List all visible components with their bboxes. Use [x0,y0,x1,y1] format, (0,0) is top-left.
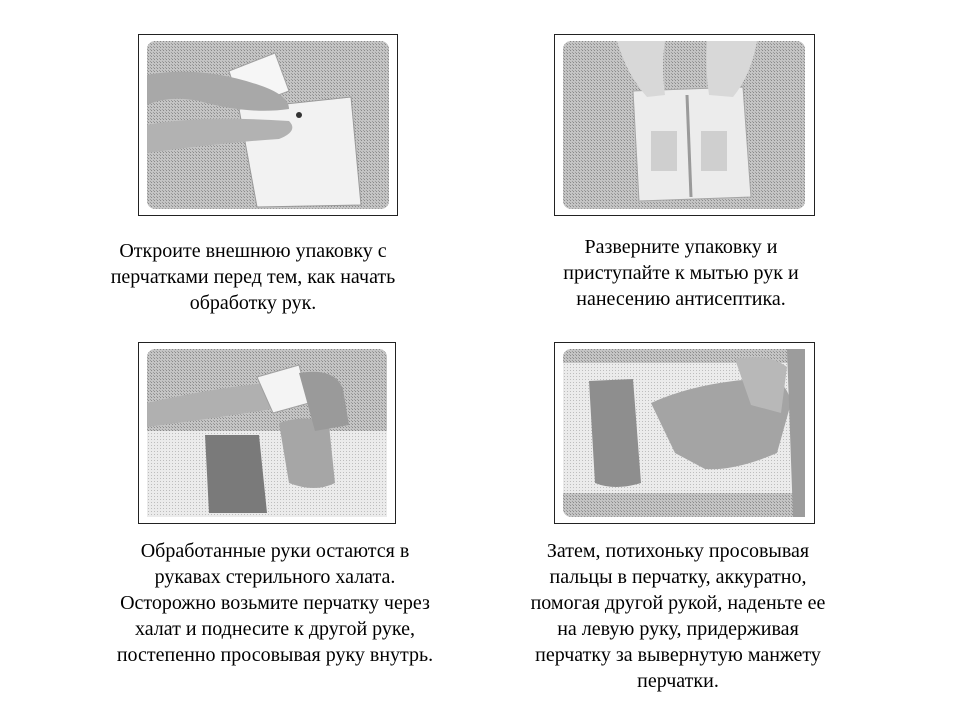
step-1-photo [138,34,398,216]
step-2-photo [554,34,815,216]
hands-opening-package-image [139,35,397,215]
gloved-sleeve-image [139,343,395,523]
putting-on-glove-image [555,343,814,523]
step-1-caption: Откроите внешнюю упаковку с перчатками перед тем, как начать обработку рук. [110,240,396,314]
step-3-caption: Обработанные руки остаются в рукавах стерильного халата. Осторожно возьмите перчатку через халат и поднесите к другой руке, постепенно просовывая руку внутрь. [116,540,434,666]
step-4-caption: Затем, потихоньку просовывая пальцы в перчатку, аккуратно, помогая другой рукой, наденьте ее на левую руку, придерживая перчатку за вывернутую манжету перчатки. [530,540,826,692]
unfolded-package-image [555,35,814,215]
step-2-caption: Разверните упаковку и приступайте к мытью рук и нанесению антисептика. [563,236,799,310]
step-3-photo [138,342,396,524]
step-4-photo [554,342,815,524]
